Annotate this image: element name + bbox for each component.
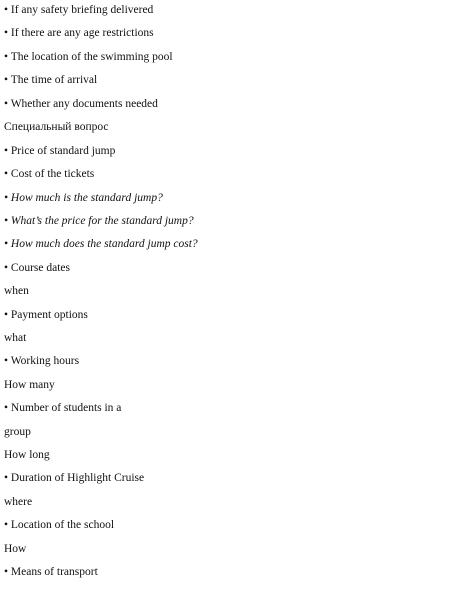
bullet-school-location: • Location of the school [4,519,115,531]
example-question-price: • What’s the price for the standard jump? [4,215,194,227]
bullet-payment-options: • Payment options [4,309,88,321]
bullet-swimming-pool-location: • The location of the swimming pool [4,51,173,63]
question-word-when: when [4,285,29,297]
example-question-how-much: • How much is the standard jump? [4,192,163,204]
example-question-cost: • How much does the standard jump cost? [4,238,198,250]
bullet-working-hours: • Working hours [4,355,80,367]
bullet-number-of-students: • Number of students in a [4,402,122,414]
bullet-course-dates: • Course dates [4,262,70,274]
section-heading-special-question: Специальный вопрос [4,121,109,133]
bullet-arrival-time: • The time of arrival [4,74,98,86]
bullet-safety-briefing: • If any safety briefing delivered [4,4,154,16]
bullet-means-of-transport: • Means of transport [4,566,98,578]
question-word-how-long: How long [4,449,50,461]
bullet-standard-jump-price: • Price of standard jump [4,145,116,157]
bullet-number-of-students-continued: group [4,426,31,438]
question-word-where: where [4,496,33,508]
bullet-age-restrictions: • If there are any age restrictions [4,27,154,39]
bullet-cruise-duration: • Duration of Highlight Cruise [4,472,145,484]
question-word-how-many: How many [4,379,55,391]
bullet-documents-needed: • Whether any documents needed [4,98,158,110]
question-word-how: How [4,543,27,555]
question-word-what: what [4,332,27,344]
bullet-ticket-cost: • Cost of the tickets [4,168,95,180]
